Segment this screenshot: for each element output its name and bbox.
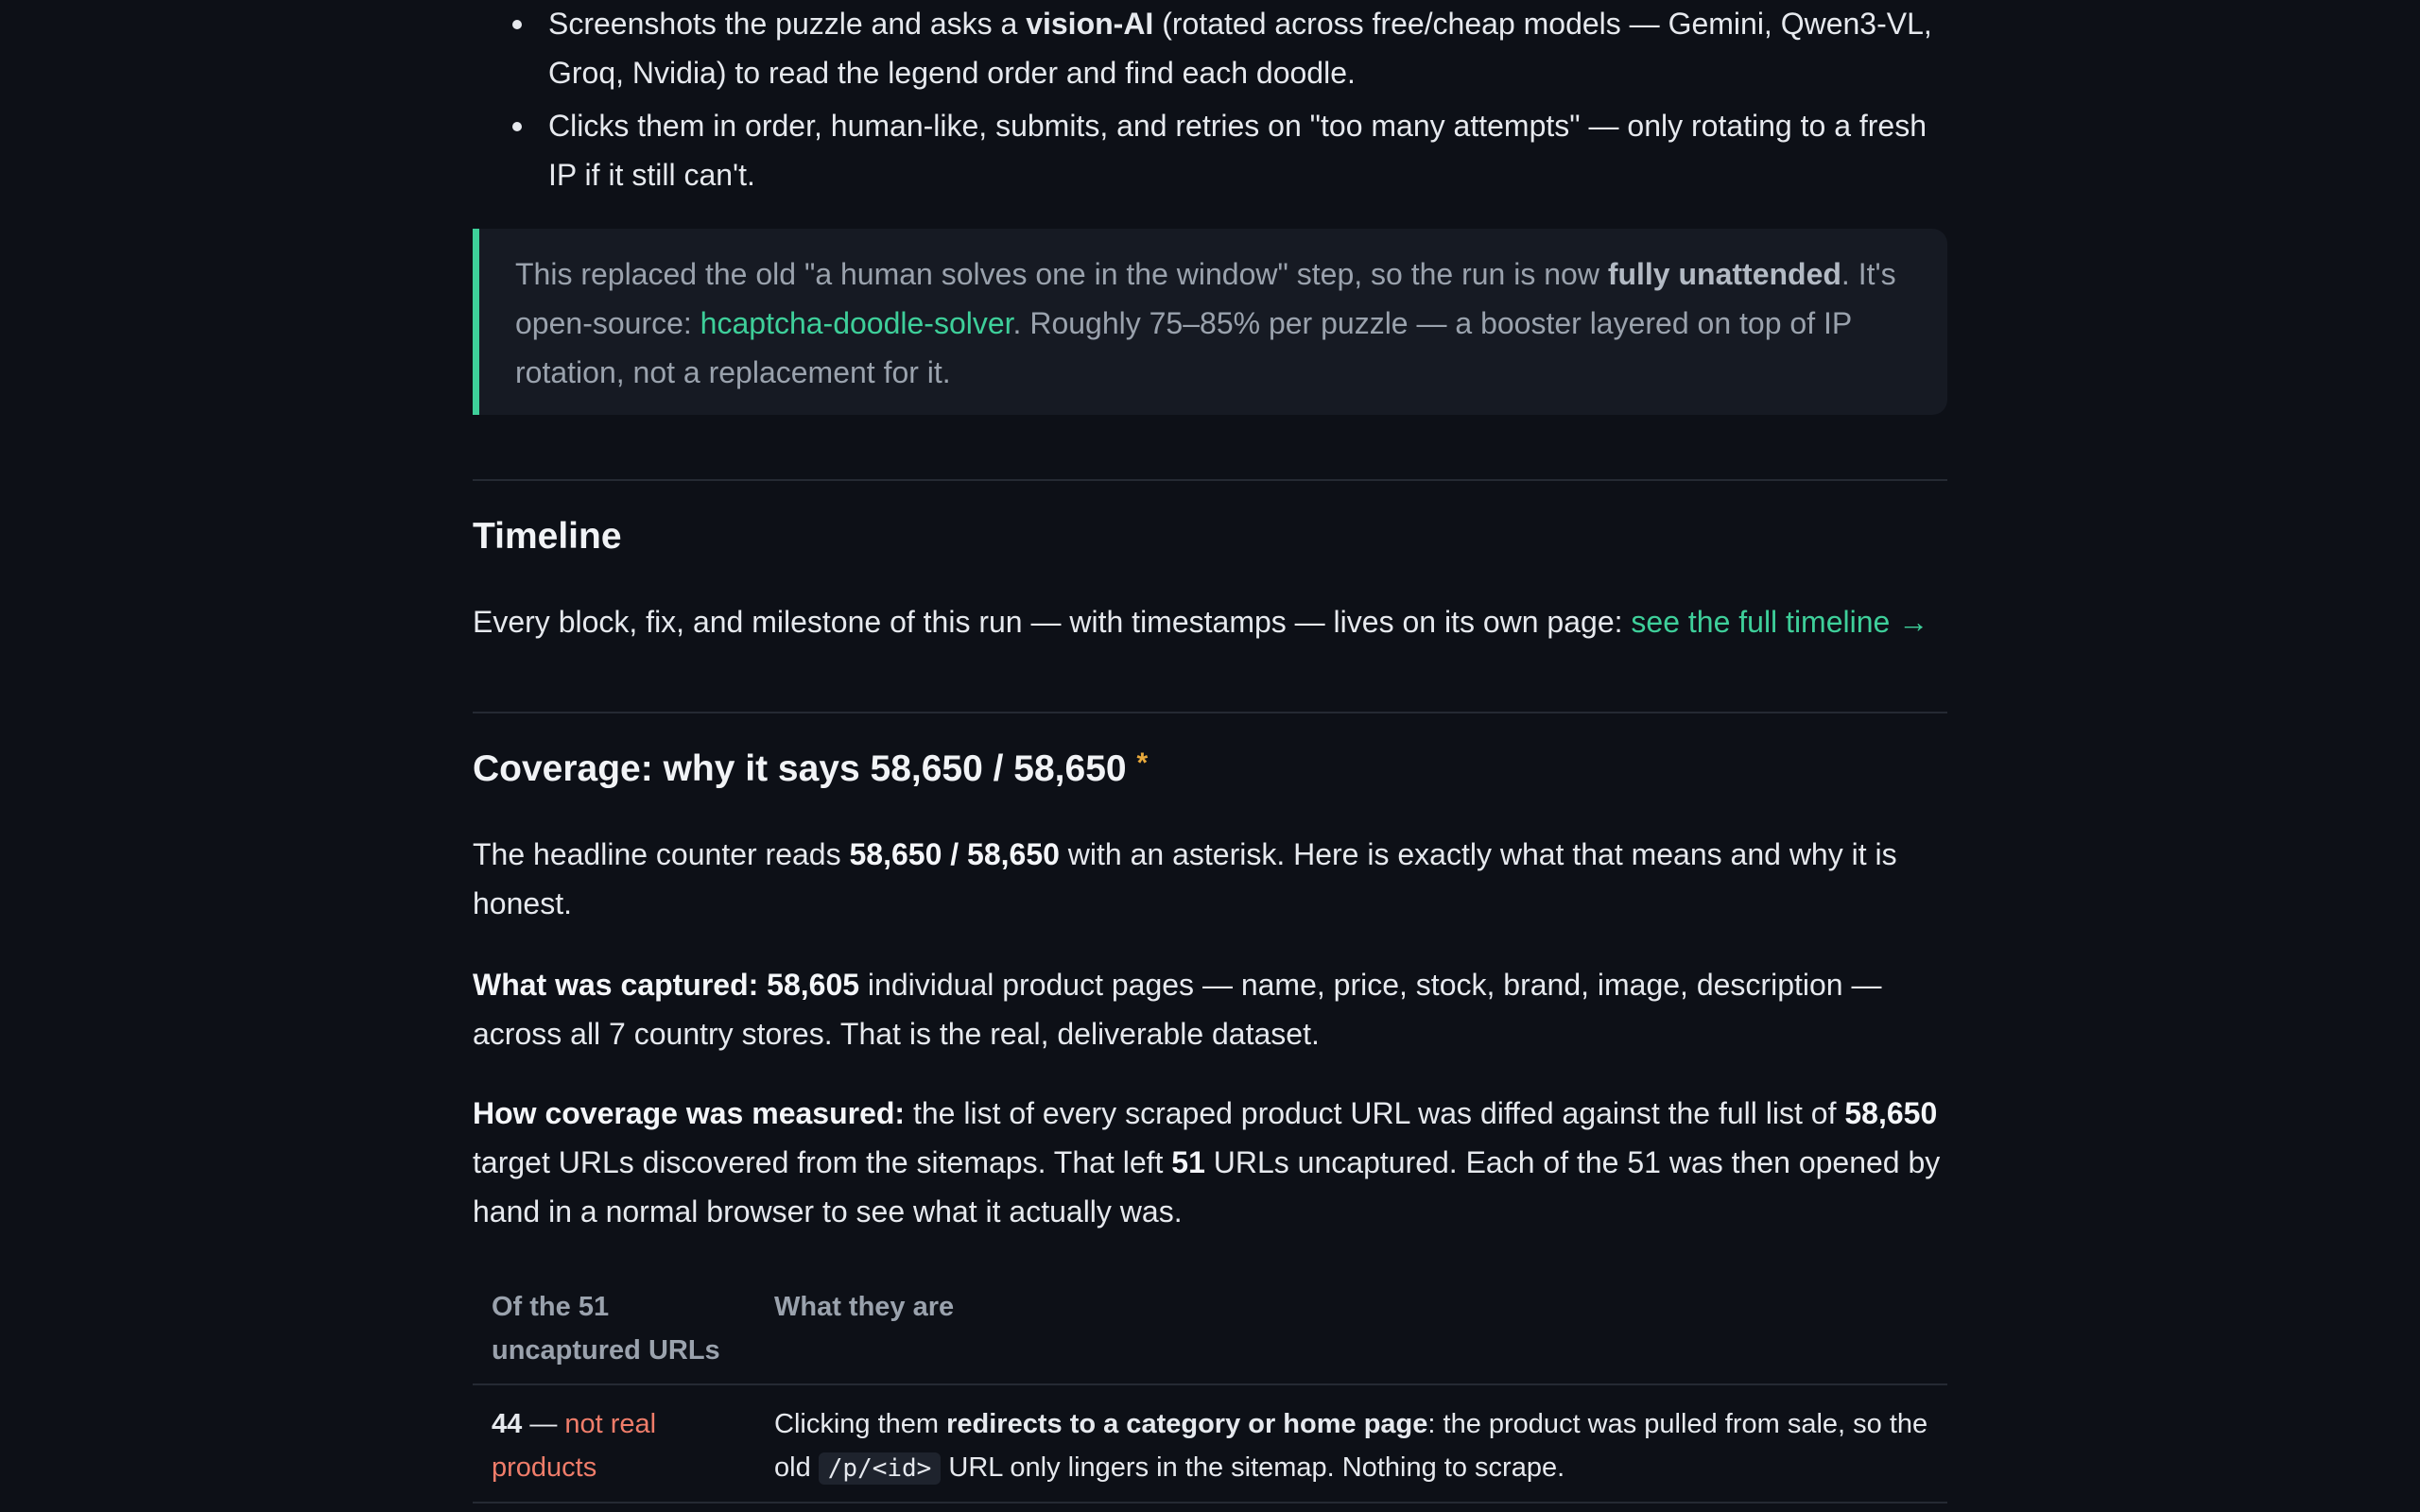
url-path-code: /p/<id>	[819, 1452, 942, 1485]
list-item	[548, 0, 1947, 97]
measurement-label: How coverage was measured:	[473, 1096, 906, 1130]
uncaptured-table	[473, 1278, 1947, 1503]
row-text: : the product was pulled from sale, so the old	[774, 1409, 1928, 1483]
uncaptured-count: 51	[1171, 1145, 1205, 1179]
callout-text	[515, 249, 1933, 397]
list-item	[548, 101, 1947, 199]
callout-emphasis: fully unattended	[1607, 257, 1841, 291]
divider	[473, 479, 1947, 481]
row-dash: —	[522, 1409, 565, 1439]
timeline-text	[473, 597, 1947, 646]
solver-repo-link[interactable]: hcaptcha-doodle-solver	[700, 306, 1013, 340]
coverage-text: with an asterisk. Here is exactly what that means and why it is honest.	[473, 837, 1897, 920]
steps-list	[548, 0, 1947, 197]
bullet-text: Screenshots the puzzle and asks a	[548, 7, 1027, 41]
timeline-heading: Timeline	[473, 516, 622, 557]
table-row	[473, 1384, 1947, 1503]
full-timeline-link[interactable]: see the full timeline →	[1631, 605, 1929, 639]
column-header: What they are	[774, 1292, 955, 1322]
coverage-heading-text: Coverage: why it says 58,650 / 58,650	[473, 748, 1127, 789]
table-header-row	[473, 1278, 1947, 1384]
coverage-heading	[473, 745, 1148, 794]
asterisk-mark: *	[1136, 747, 1149, 779]
captured-text: individual product pages — name, price, stock, brand, image, description — across all 7 country stores. That is the real, deliverable dataset.	[473, 968, 1882, 1051]
row-text: URL only lingers in the sitemap. Nothing to scrape.	[941, 1452, 1565, 1483]
table-cell	[755, 1384, 1947, 1503]
row-count: 44	[492, 1409, 523, 1439]
callout-text-part: This replaced the old "a human solves one in the window" step, so the run is now	[515, 257, 1608, 291]
coverage-intro	[473, 830, 1947, 928]
callout-box	[473, 229, 1947, 415]
captured-label: What was captured: 58,605	[473, 968, 860, 1002]
counter-value: 58,650 / 58,650	[849, 837, 1060, 871]
coverage-text: The headline counter reads	[473, 837, 850, 871]
row-label: not real products	[492, 1409, 657, 1483]
measurement-text: target URLs discovered from the sitemaps. That left	[473, 1145, 1172, 1179]
row-emphasis: redirects to a category or home page	[946, 1409, 1428, 1439]
bullet-icon	[512, 122, 522, 131]
bullet-text: (rotated across free/cheap models — Gemini, Qwen3-VL, Groq, Nvidia) to read the legend order and find each doodle.	[548, 7, 1932, 90]
measurement-paragraph	[473, 1089, 1947, 1236]
table-cell	[473, 1384, 755, 1503]
callout-text-part: . It's open-source:	[515, 257, 1896, 340]
timeline-text-part: Every block, fix, and milestone of this run — with timestamps — lives on its own page:	[473, 605, 1632, 639]
bullet-icon	[512, 20, 522, 29]
bullet-emphasis: vision-AI	[1026, 7, 1154, 41]
captured-paragraph	[473, 960, 1947, 1058]
measurement-text: URLs uncaptured. Each of the 51 was then opened by hand in a normal browser to see what it actually was.	[473, 1145, 1941, 1228]
column-header: Of the 51 uncaptured URLs	[492, 1292, 720, 1366]
row-text: Clicking them	[774, 1409, 947, 1439]
measurement-text: the list of every scraped product URL was diffed against the full list of	[905, 1096, 1845, 1130]
callout-text-part: . Roughly 75–85% per puzzle — a booster layered on top of IP rotation, not a replacement for it.	[515, 306, 1852, 389]
bullet-text: Clicks them in order, human-like, submits, and retries on "too many attempts" — only rotating to a fresh IP if it still can't.	[548, 109, 1927, 192]
target-count: 58,650	[1844, 1096, 1938, 1130]
divider	[473, 712, 1947, 713]
